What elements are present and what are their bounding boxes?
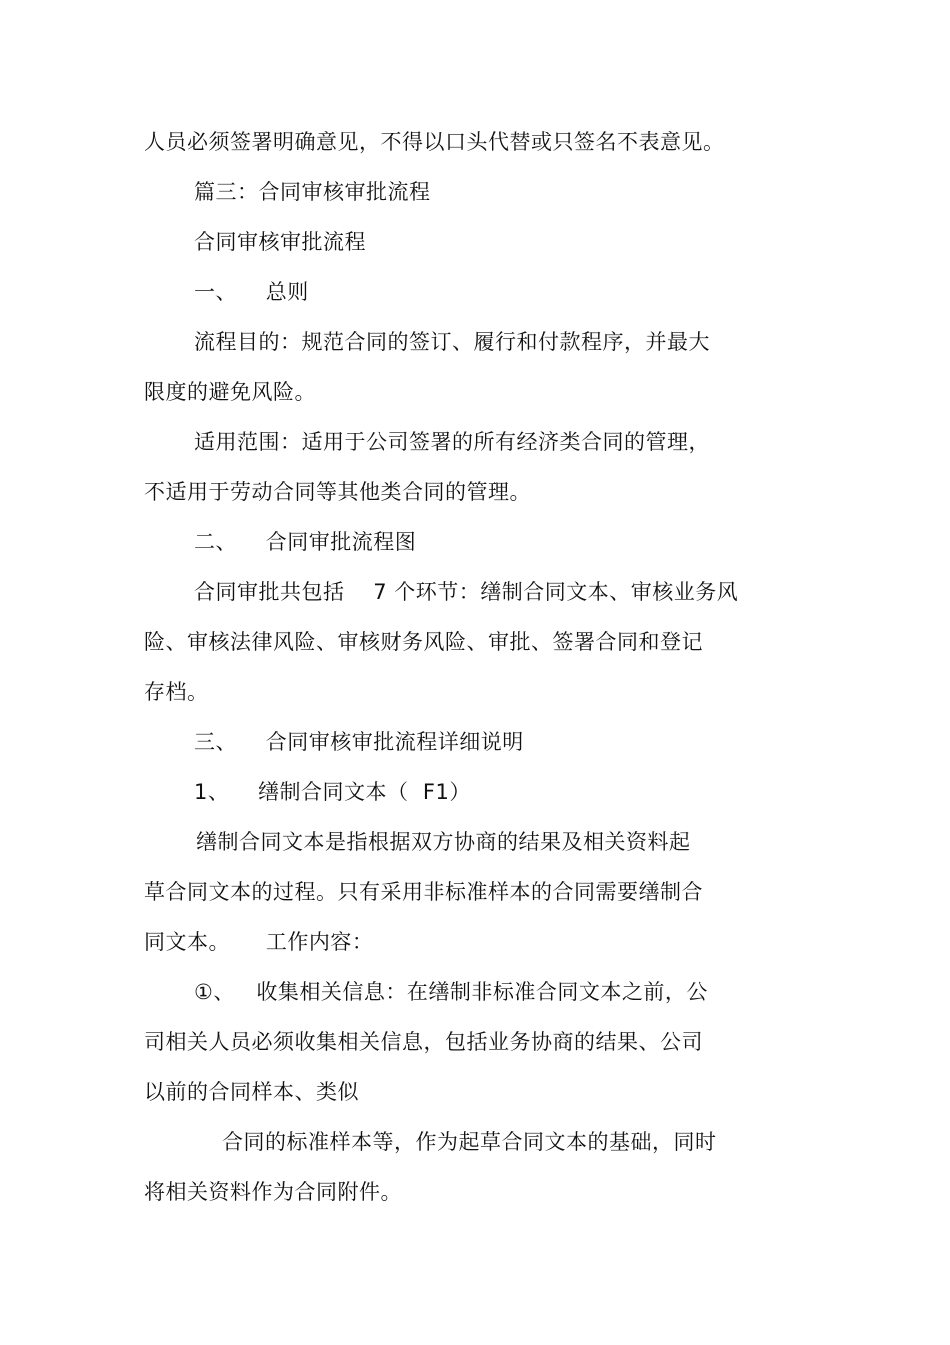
heading-flowchart: 二、 合同审批流程图	[194, 530, 417, 554]
document-title: 合同审核审批流程	[194, 230, 366, 254]
list-item-collect-info-line-2: 司相关人员必须收集相关信息，包括业务协商的结果、公司	[144, 1030, 703, 1054]
list-item-collect-info-line-5: 将相关资料作为合同附件。	[144, 1180, 402, 1204]
paragraph-steps-line-3: 存档。	[144, 680, 209, 704]
list-item-collect-info-line-1: ①、 收集相关信息：在缮制非标准合同文本之前，公	[194, 980, 708, 1004]
heading-detailed-description: 三、 合同审核审批流程详细说明	[194, 730, 524, 754]
paragraph-purpose-line-1: 流程目的：规范合同的签订、履行和付款程序，并最大	[194, 330, 710, 354]
list-item-collect-info-line-3: 以前的合同样本、类似	[144, 1080, 359, 1104]
paragraph-scope-line-1: 适用范围：适用于公司签署的所有经济类合同的管理，	[194, 430, 710, 454]
section-heading-part-three: 篇三：合同审核审批流程	[194, 180, 431, 204]
list-item-collect-info-line-4: 合同的标准样本等，作为起草合同文本的基础，同时	[222, 1130, 717, 1154]
paragraph-line-opening: 人员必须签署明确意见，不得以口头代替或只签名不表意见。	[144, 130, 725, 154]
paragraph-draft-line-3: 同文本。 工作内容：	[144, 930, 374, 954]
subheading-draft-contract: 1、 缮制合同文本（ F1）	[194, 780, 471, 804]
paragraph-steps-line-1: 合同审批共包括 7 个环节：缮制合同文本、审核业务风	[194, 580, 739, 604]
heading-general-principles: 一、 总则	[194, 280, 309, 304]
paragraph-draft-line-2: 草合同文本的过程。只有采用非标准样本的合同需要缮制合	[144, 880, 703, 904]
paragraph-scope-line-2: 不适用于劳动合同等其他类合同的管理。	[144, 480, 531, 504]
paragraph-draft-line-1: 缮制合同文本是指根据双方协商的结果及相关资料起	[196, 830, 691, 854]
paragraph-steps-line-2: 险、审核法律风险、审核财务风险、审批、签署合同和登记	[144, 630, 703, 654]
paragraph-purpose-line-2: 限度的避免风险。	[144, 380, 316, 404]
